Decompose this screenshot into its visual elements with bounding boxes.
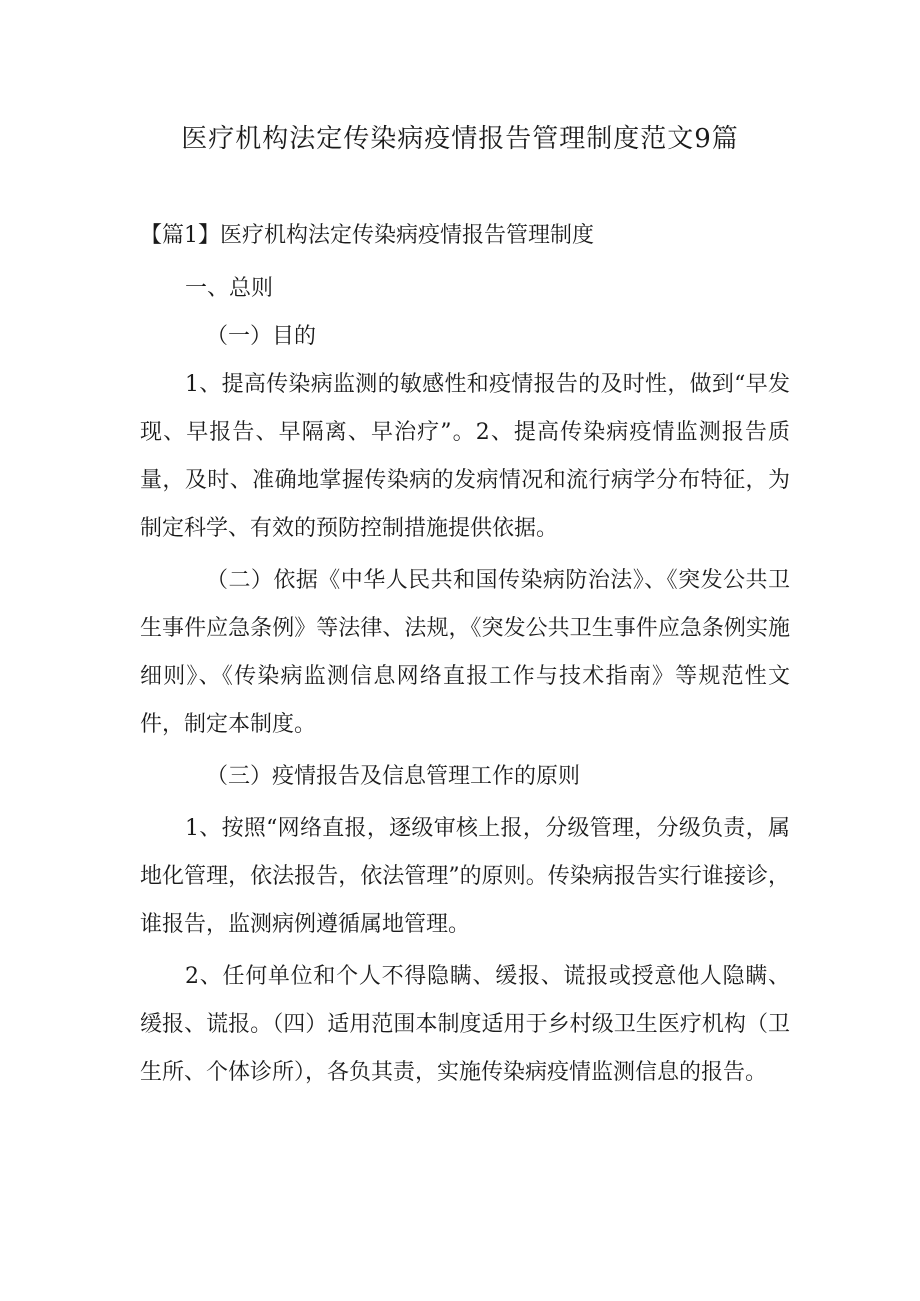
section-heading: 【篇1】医疗机构法定传染病疫情报告管理制度 (140, 223, 594, 248)
paragraph-principle-1: 1、按照“网络直报，逐级审核上报，分级管理，分级负责，属地化管理，依法报告，依法管理”的原则。传染病报告实行谁接诊，谁报告，监测病例遵循属地管理。 (140, 816, 790, 937)
heading-general: 一、总则 (185, 276, 274, 301)
paragraph-purpose: 1、提高传染病监测的敏感性和疫情报告的及时性，做到“早发现、早报告、早隔离、早治疗”。2、提高传染病疫情监测报告质量，及时、准确地掌握传染病的发病情况和流行病学分布特征，为制定科学、有效的预防控制措施提供依据。 (140, 372, 790, 541)
document-body (140, 212, 790, 1097)
document-title: 医疗机构法定传染病疫情报告管理制度范文9篇 (181, 124, 739, 154)
paragraph-basis: （二）依据《中华人民共和国传染病防治法》、《突发公共卫生事件应急条例》等法律、法规，《突发公共卫生事件应急条例实施细则》、《传染病监测信息网络直报工作与技术指南》等规范性文件，制定本制度。 (140, 568, 790, 737)
paragraph-principle-2: 2、任何单位和个人不得隐瞒、缓报、谎报或授意他人隐瞒、缓报、谎报。（四）适用范围本制度适用于乡村级卫生医疗机构（卫生所、个体诊所），各负其责，实施传染病疫情监测信息的报告。 (140, 964, 790, 1085)
heading-purpose: （一）目的 (206, 324, 317, 349)
heading-principles: （三）疫情报告及信息管理工作的原则 (206, 764, 581, 789)
